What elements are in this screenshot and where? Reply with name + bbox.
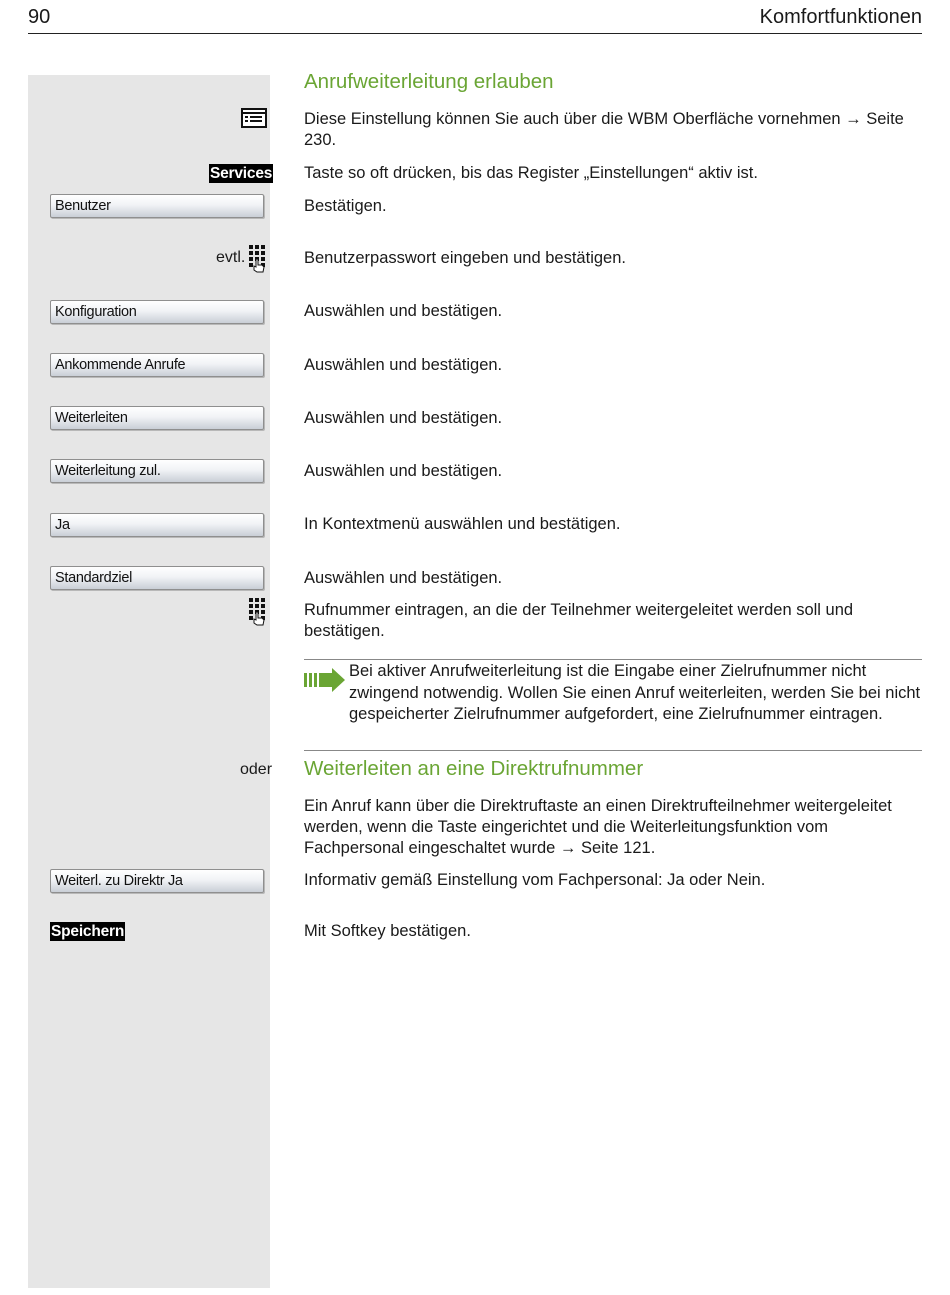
step-text-password: Benutzerpasswort eingeben und bestätigen. xyxy=(304,249,626,267)
speichern-key[interactable]: Speichern xyxy=(51,923,125,940)
oder-label: oder xyxy=(240,761,273,778)
note-text: Bei aktiver Anrufweiterleitung ist die Eingabe einer Zielrufnummer nicht zwingend notwendig. Wollen Sie einen Anruf weiterleiten, werden Sie bei nicht gespeicherter Zielrufnummer aufgefordert, eine Zielrufnummer eintragen. xyxy=(349,662,921,723)
softkey-benutzer[interactable]: Benutzer xyxy=(50,194,264,218)
step-text-ankommende: Auswählen und bestätigen. xyxy=(304,356,503,374)
step-text-services: Taste so oft drücken, bis das Register „Einstellungen“ aktiv ist. xyxy=(304,164,758,182)
step-text-weiterleiten: Auswählen und bestätigen. xyxy=(304,409,503,427)
direktruf-intro-text: Ein Anruf kann über die Direktruftaste an einen Direktrufteilnehmer weitergeleitet werden, wenn die Taste eingerichtet und die Weiterleitungsfunktion vom Fachpersonal eingeschaltet wurde → Seite 121. xyxy=(304,797,892,857)
evtl-label: evtl. xyxy=(216,249,246,266)
note-rule-bottom xyxy=(304,750,922,751)
step-text-standardziel: Auswählen und bestätigen. xyxy=(304,569,503,587)
softkey-weiterleitung-zul[interactable]: Weiterleitung zul. xyxy=(50,459,264,483)
keypad-icon xyxy=(248,598,268,626)
step-text-rufnummer: Rufnummer eintragen, an die der Teilnehmer weitergeleitet werden soll und bestätigen. xyxy=(304,601,854,640)
page-number: 90 xyxy=(28,6,51,28)
header-rule xyxy=(28,33,922,34)
step-text-konfiguration: Auswählen und bestätigen. xyxy=(304,302,503,320)
softkey-standardziel[interactable]: Standardziel xyxy=(50,566,264,590)
step-text-menu: Diese Einstellung können Sie auch über die WBM Oberfläche vornehmen → Seite 230. xyxy=(304,110,904,149)
softkey-ankommende-anrufe[interactable]: Ankommende Anrufe xyxy=(50,353,264,377)
note-arrow-icon xyxy=(304,668,346,692)
keypad-icon xyxy=(248,245,268,273)
step-text-direktr: Informativ gemäß Einstellung vom Fachpersonal: Ja oder Nein. xyxy=(304,871,766,889)
step-text-weiterleitung-zul: Auswählen und bestätigen. xyxy=(304,462,503,480)
chapter-title: Komfortfunktionen xyxy=(759,6,922,28)
menu-icon xyxy=(241,108,267,128)
services-key[interactable]: Services xyxy=(210,165,273,182)
step-text-speichern: Mit Softkey bestätigen. xyxy=(304,922,471,940)
softkey-konfiguration[interactable]: Konfiguration xyxy=(50,300,264,324)
section-heading-anrufweiterleitung: Anrufweiterleitung erlauben xyxy=(304,70,554,93)
section-heading-direktrufnummer: Weiterleiten an eine Direktrufnummer xyxy=(304,757,644,780)
softkey-ja[interactable]: Ja xyxy=(50,513,264,537)
step-text-ja: In Kontextmenü auswählen und bestätigen. xyxy=(304,515,621,533)
softkey-weiterleiten[interactable]: Weiterleiten xyxy=(50,406,264,430)
step-text-benutzer: Bestätigen. xyxy=(304,197,387,215)
note-rule-top xyxy=(304,659,922,660)
softkey-weiterl-zu-direktr[interactable]: Weiterl. zu Direktr Ja xyxy=(50,869,264,893)
